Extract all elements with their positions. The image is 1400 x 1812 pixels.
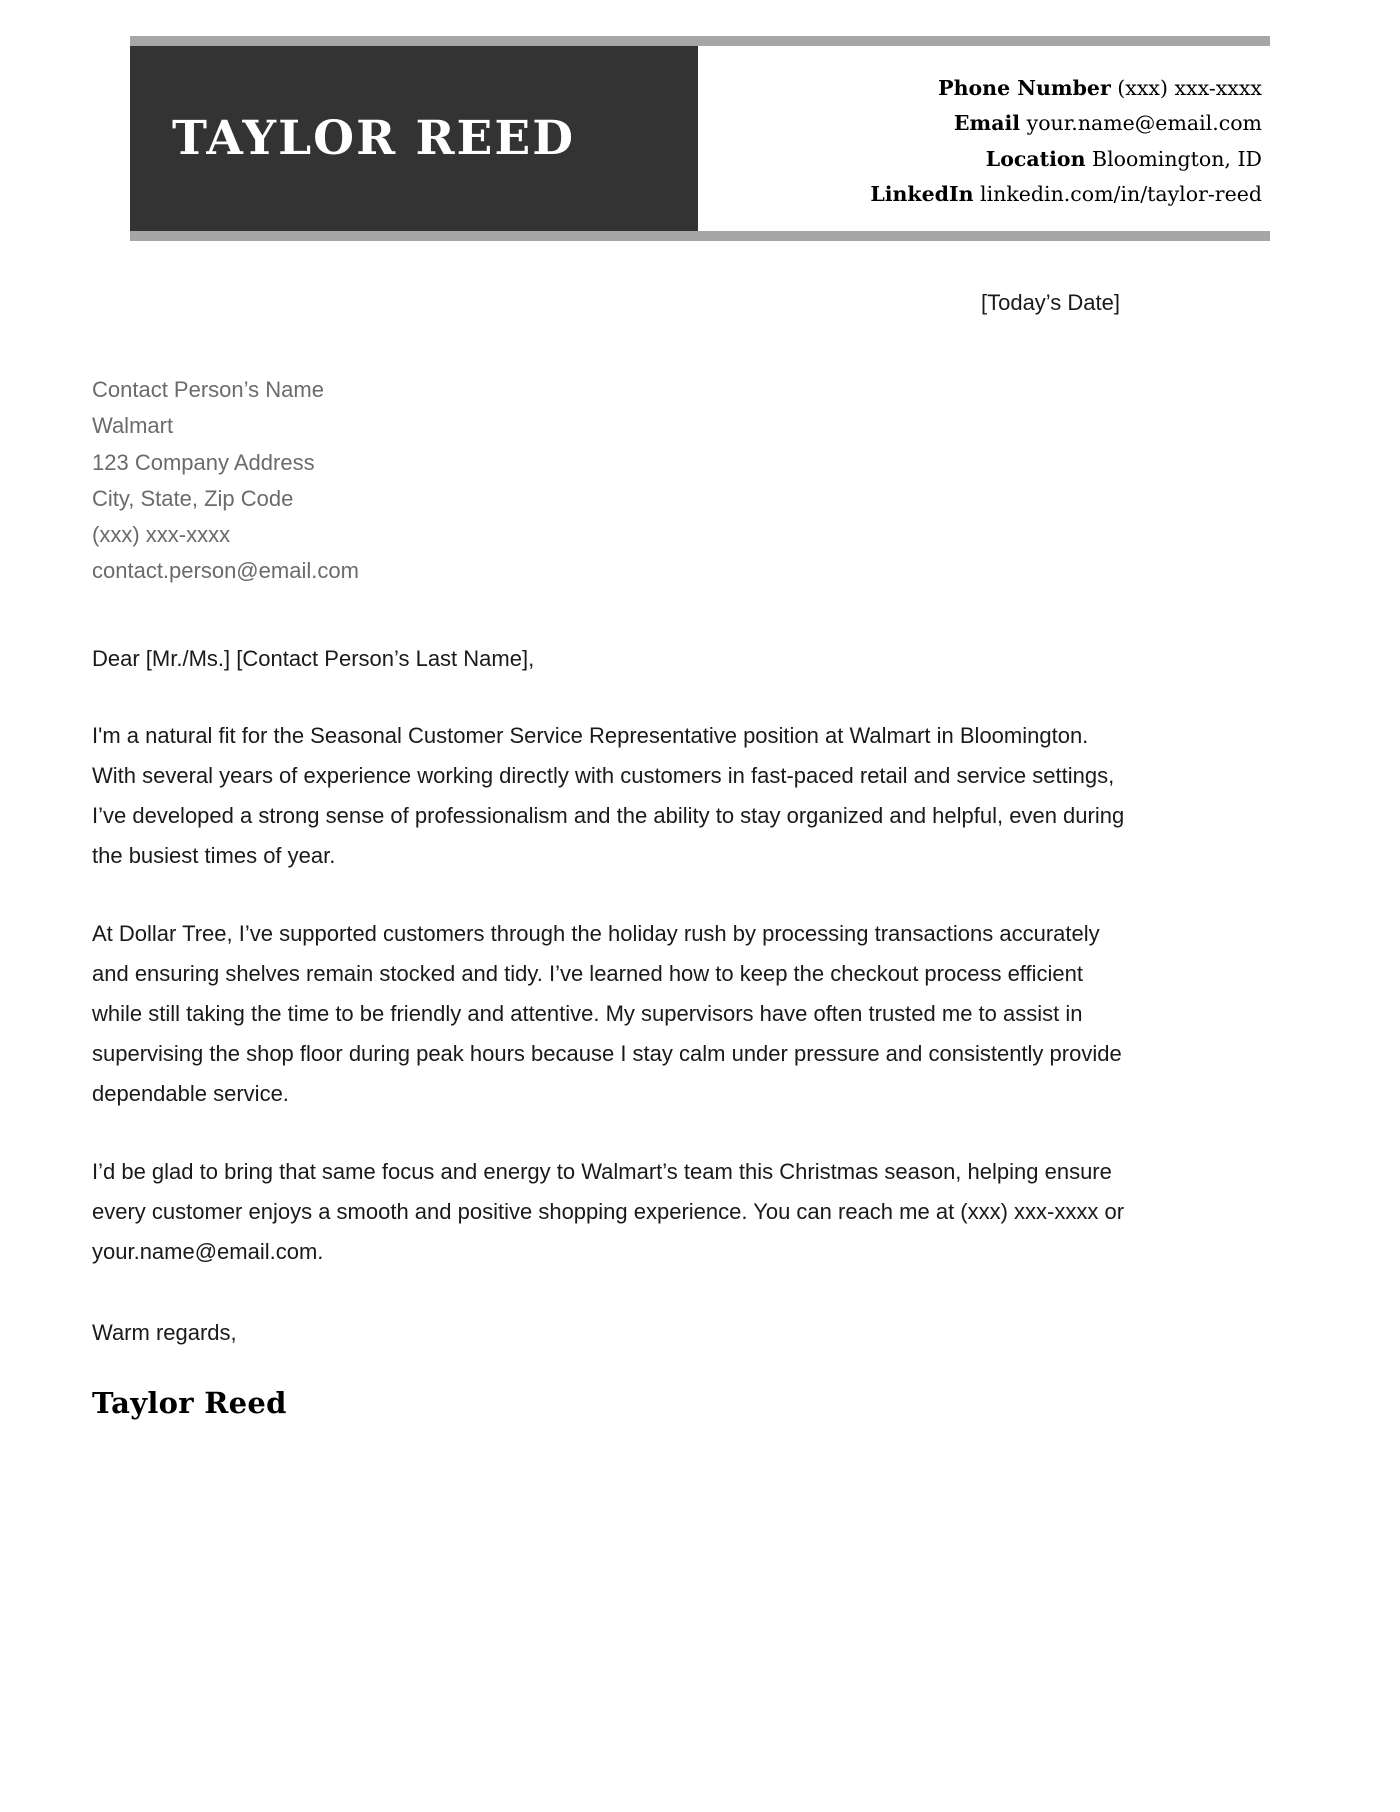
body-paragraph-3: I’d be glad to bring that same focus and energy to Walmart’s team this Christmas season, helping ensure every customer enjoys a smooth and positive shopping experience. You can reach me at (xxx) xxx-xxxx or your.name@email.com. [92, 1159, 1125, 1265]
recipient-phone: (xxx) xxx-xxxx [92, 522, 231, 548]
letter-body [92, 290, 1132, 1420]
contact-value-phone: (xxx) xxx-xxxx [1117, 76, 1262, 100]
contact-label-linkedin: LinkedIn [870, 181, 974, 206]
applicant-name: TAYLOR REED [172, 110, 575, 166]
recipient-city-state-zip: City, State, Zip Code [92, 485, 294, 511]
recipient-name: Contact Person’s Name [92, 377, 324, 402]
body-paragraph-2: At Dollar Tree, I’ve supported customers through the holiday rush by processing transactions accurately and ensuring shelves remain stocked and tidy. I’ve learned how to keep the checkout process efficient while still taking the time to be friendly and attentive. My supervisors have often trusted me to assist in supervising the shop floor during peak hours because I stay calm under pressure and consistently provide dependable service. [92, 920, 1122, 1107]
letterhead [0, 0, 1400, 241]
contact-label-location: Location [985, 146, 1086, 171]
body-paragraph-1: I'm a natural fit for the Seasonal Customer Service Representative position at Walmart in Bloomington. With several years of experience working directly with customers in fast-paced retail and service settings, I’ve developed a strong sense of professionalism and the ability to stay organized and helpful, even during the busiest times of year. [92, 722, 1125, 868]
contact-line-email [954, 106, 1262, 141]
header-row [130, 46, 1270, 231]
header-bottom-rule [130, 231, 1270, 241]
contact-line-phone [938, 71, 1262, 106]
header-top-rule [130, 36, 1270, 46]
contact-label-email: Email [953, 111, 1021, 136]
closing-phrase: Warm regards, [92, 1320, 237, 1346]
recipient-company: Walmart [92, 413, 174, 439]
contact-details [698, 46, 1270, 231]
signature-name: Taylor Reed [92, 1386, 287, 1421]
recipient-email: contact.person@email.com [92, 558, 359, 584]
name-block [130, 46, 698, 231]
contact-line-linkedin [870, 177, 1262, 212]
recipient-address-block [92, 372, 1132, 590]
contact-value-linkedin[interactable]: linkedin.com/in/taylor-reed [980, 181, 1262, 206]
contact-value-location: Bloomington, ID [1092, 146, 1262, 171]
recipient-street: 123 Company Address [92, 449, 315, 475]
contact-label-phone: Phone Number [938, 76, 1111, 100]
contact-line-location [986, 142, 1262, 177]
contact-value-email: your.name@email.com [1026, 111, 1262, 136]
salutation: Dear [Mr./Ms.] [Contact Person’s Last Name], [92, 645, 535, 671]
letter-date: [Today’s Date] [980, 290, 1120, 315]
